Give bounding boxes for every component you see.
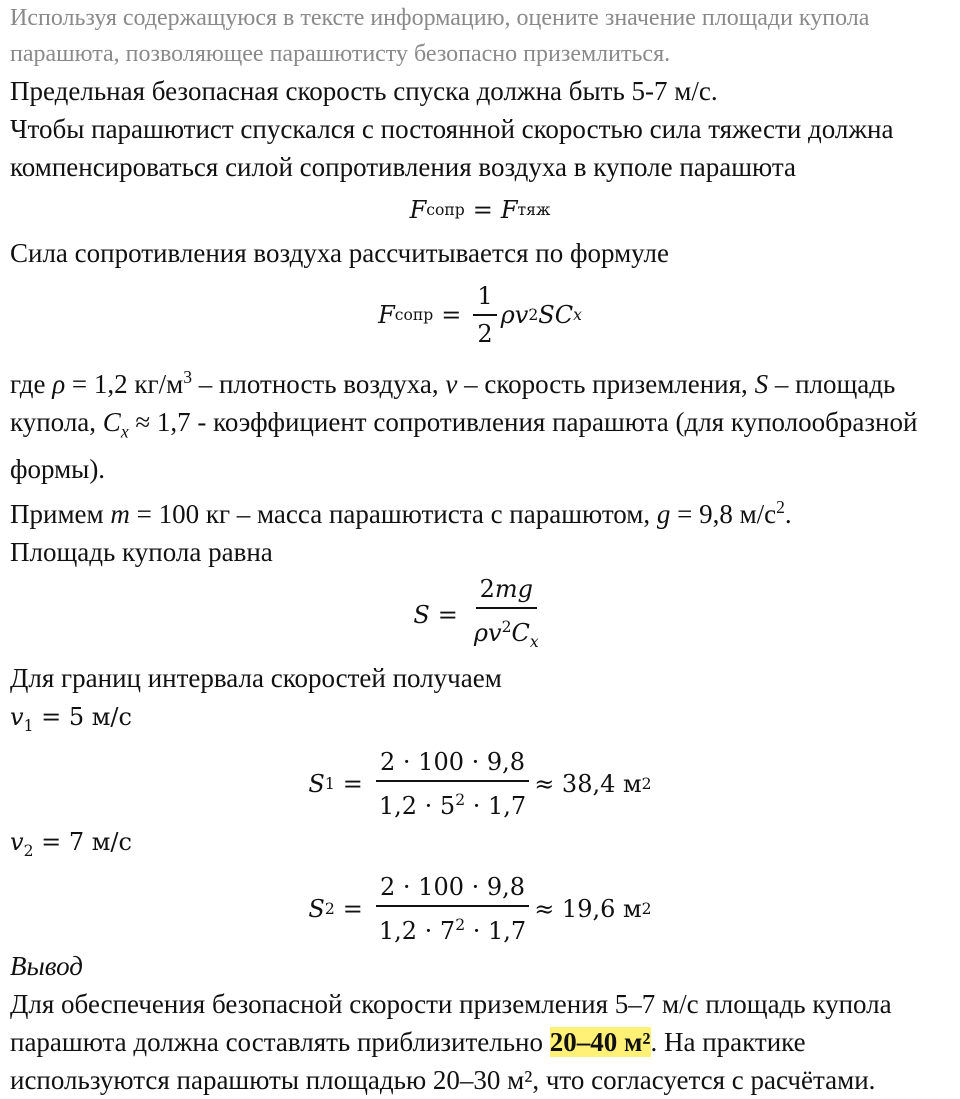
- formula-force-equality: F сопр = F тяж: [409, 196, 551, 224]
- velocity-one: $v_1 = 5$ м/с: [10, 703, 132, 736]
- formula-drag-force: F сопр = $\frac{1}{2}$ ρ v 2 S C x: [378, 282, 582, 348]
- paragraph-variables-definition: где ρ = 1,2 $кг/м^3$ – плотность воздуха, v – скорость приземления, S – площадь купола, $C_x \approx 1,7$ - коэффициент сопротивления парашюта (для куполообразной формы).: [10, 367, 918, 485]
- conclusion-paragraph: Для обеспечения безопасной скорости приземления 5–7 м/с площадь купола парашюта должна составлять приблизительно 20–40 м². На практике используются парашюты площадью 20–30 м², что согласуется с расчётами.: [10, 988, 892, 1095]
- fraction-area: $\frac{2mg}{\rho v^2C_x}$: [473, 574, 539, 651]
- fraction-area-one: $\frac{2 \cdot 100 \cdot 9,8}{1,2 \cdot 5^2 \cdot 1,7}$: [375, 746, 530, 822]
- task-statement: Используя содержащуюся в тексте информацию, оцените значение площади купола парашюта, позволяющее парашютисту безопасно приземлиться.: [10, 5, 870, 67]
- fraction-one-half: $\frac{1}{2}$: [473, 280, 496, 350]
- formula-area: S = $\frac{2mg}{\rho v^2C_x}$: [10, 571, 950, 659]
- velocity-two: $v_2 = 7$ м/с: [10, 828, 132, 860]
- paragraph-speed-limit: Предельная безопасная скорость спуска должна быть 5-7 м/с.: [10, 76, 718, 106]
- fraction-area-two: $\frac{2 \cdot 100 \cdot 9,8}{1,2 \cdot 7^2 \cdot 1,7}$: [375, 871, 530, 947]
- paragraph-drag-formula-intro: Сила сопротивления воздуха рассчитывается по формуле: [10, 238, 669, 268]
- paragraph-assumptions: Примем m = 100 кг – масса парашютиста с парашютом, g = 9,8 $м/с^2$.: [10, 497, 792, 530]
- highlighted-answer: 20–40 м²: [549, 1026, 651, 1057]
- conclusion-heading: Вывод: [10, 950, 83, 981]
- paragraph-interval-intro: Для границ интервала скоростей получаем: [10, 663, 502, 694]
- formula-area-two: S 2 = $\frac{2 \cdot 100 \cdot 9,8}{1,2 \cdot 7^2 \cdot 1,7}$ ≈ 19,6 м 2: [308, 872, 652, 945]
- paragraph-area-intro: Площадь купола равна: [10, 537, 273, 568]
- paragraph-force-balance: Чтобы парашютист спускался с постоянной скоростью сила тяжести должна компенсироваться силой сопротивления воздуха в куполе парашюта: [10, 114, 894, 182]
- formula-area-one: S 1 = $\frac{2 \cdot 100 \cdot 9,8}{1,2 \cdot 5^2 \cdot 1,7}$ ≈ 38,4 м 2: [308, 748, 652, 821]
